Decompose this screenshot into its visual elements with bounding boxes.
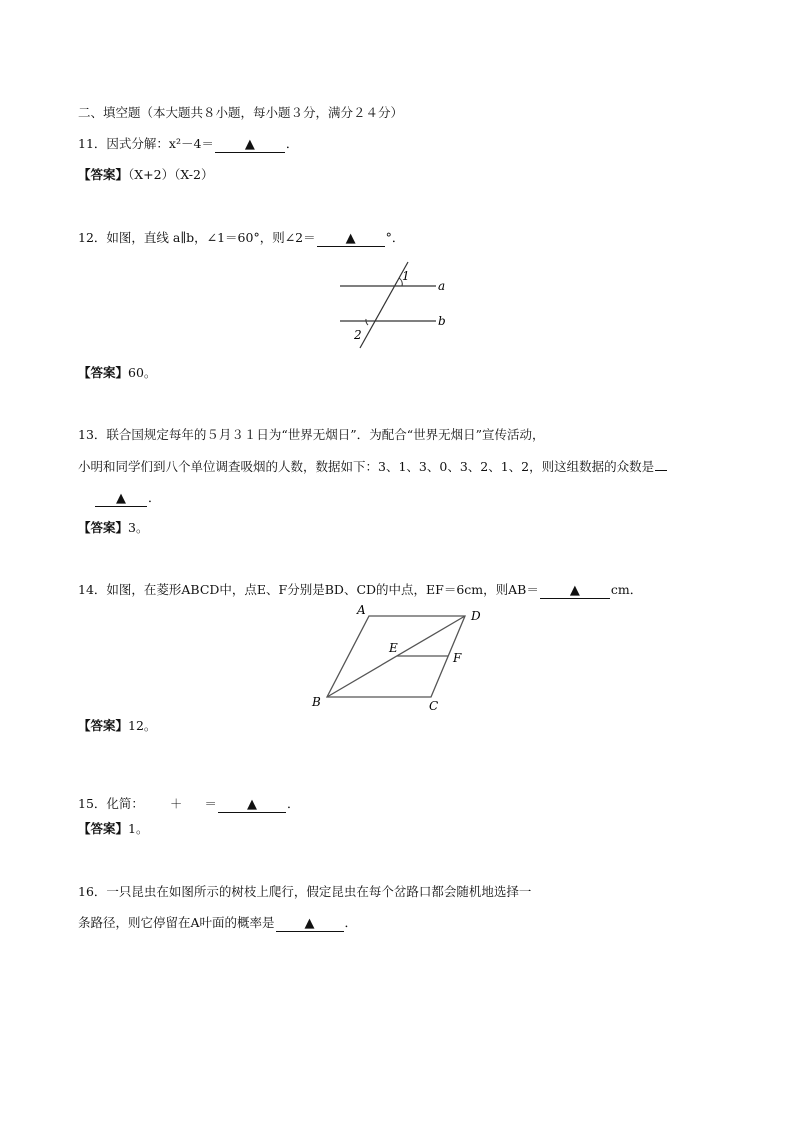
section-heading: 二、填空题（本大题共８小题，每小题３分，满分２４分） — [78, 105, 404, 120]
question-13-line-2 — [78, 458, 668, 476]
triangle-icon: ▲ — [345, 231, 356, 246]
answer-label: 【答案】 — [78, 520, 129, 535]
question-13-suffix: ． — [148, 490, 161, 505]
triangle-icon: ▲ — [116, 491, 126, 506]
question-15 — [78, 795, 299, 813]
question-13-line-3 — [94, 489, 161, 507]
answer-blank — [215, 137, 285, 153]
question-13-line-1: 13．联合国规定每年的５月３１日为“世界无烟日”．为配合“世界无烟日”宣传活动， — [78, 427, 545, 442]
question-16-line-2 — [78, 914, 357, 932]
angle-2-arc — [366, 319, 368, 325]
answer-blank — [317, 231, 385, 247]
question-12 — [78, 229, 404, 247]
answer-15 — [78, 820, 148, 838]
line-b-label: b — [438, 314, 446, 328]
question-16-suffix: ． — [344, 915, 358, 930]
answer-12-value: 60。 — [128, 365, 157, 380]
answer-blank-start — [655, 470, 667, 471]
question-15-text: 15．化简： — [78, 796, 144, 811]
equals-sign: ＝ — [204, 796, 217, 811]
answer-14 — [78, 717, 156, 735]
question-16-text: 条路径，则它停留在A叶面的概率是 — [78, 915, 275, 930]
vertex-b-label: B — [312, 695, 321, 709]
vertex-d-label: D — [471, 609, 481, 623]
line-a-label: a — [438, 279, 446, 293]
transversal-line — [360, 262, 408, 348]
answer-11 — [78, 166, 213, 184]
plus-sign: ＋ — [169, 796, 183, 811]
question-16-line-1: 16．一只昆虫在如图所示的树枝上爬行，假定昆虫在每个岔路口都会随机地选择一 — [78, 884, 532, 899]
question-14 — [78, 581, 642, 599]
point-e-label: E — [389, 641, 398, 655]
question-13-text: 小明和同学们到八个单位调查吸烟的人数，数据如下：3、1、3、0、3、2、1、2，则这组数据的众数是 — [78, 459, 655, 474]
answer-blank — [540, 583, 610, 599]
answer-label: 【答案】 — [78, 167, 129, 182]
question-12-text: 12．如图，直线 a∥b，∠1＝60°，则∠2＝ — [78, 230, 316, 245]
answer-13 — [78, 519, 148, 537]
answer-label: 【答案】 — [78, 718, 129, 733]
question-14-text: 14．如图，在菱形ABCD中，点E、F分别是BD、CD的中点，EF＝6cm，则AB＝ — [78, 582, 539, 597]
question-15-suffix: ． — [286, 796, 300, 811]
angle-2-label: 2 — [354, 328, 362, 342]
answer-label: 【答案】 — [78, 821, 129, 836]
answer-12 — [78, 364, 156, 382]
vertex-a-label: A — [357, 603, 366, 617]
answer-14-value: 12。 — [128, 718, 157, 733]
answer-15-value: 1。 — [128, 821, 149, 836]
triangle-icon: ▲ — [244, 137, 255, 152]
point-f-label: F — [453, 651, 462, 665]
parallel-lines-figure — [330, 258, 460, 350]
answer-11-value: （X+2）（X-2） — [128, 167, 214, 182]
question-11-text: 11．因式分解：x²－4＝ — [78, 136, 214, 151]
answer-blank — [218, 797, 286, 813]
answer-13-value: 3。 — [128, 520, 149, 535]
triangle-icon: ▲ — [569, 583, 580, 598]
answer-label: 【答案】 — [78, 365, 129, 380]
question-14-suffix: cm． — [610, 582, 643, 597]
answer-blank — [276, 916, 344, 932]
triangle-icon: ▲ — [246, 797, 257, 812]
triangle-icon: ▲ — [304, 916, 315, 931]
vertex-c-label: C — [429, 699, 439, 713]
question-11-suffix: ． — [285, 136, 299, 151]
rhombus-figure — [305, 602, 490, 714]
question-12-suffix: °． — [385, 230, 405, 245]
question-11 — [78, 135, 298, 153]
angle-1-label: 1 — [402, 269, 410, 283]
answer-blank — [95, 491, 147, 507]
